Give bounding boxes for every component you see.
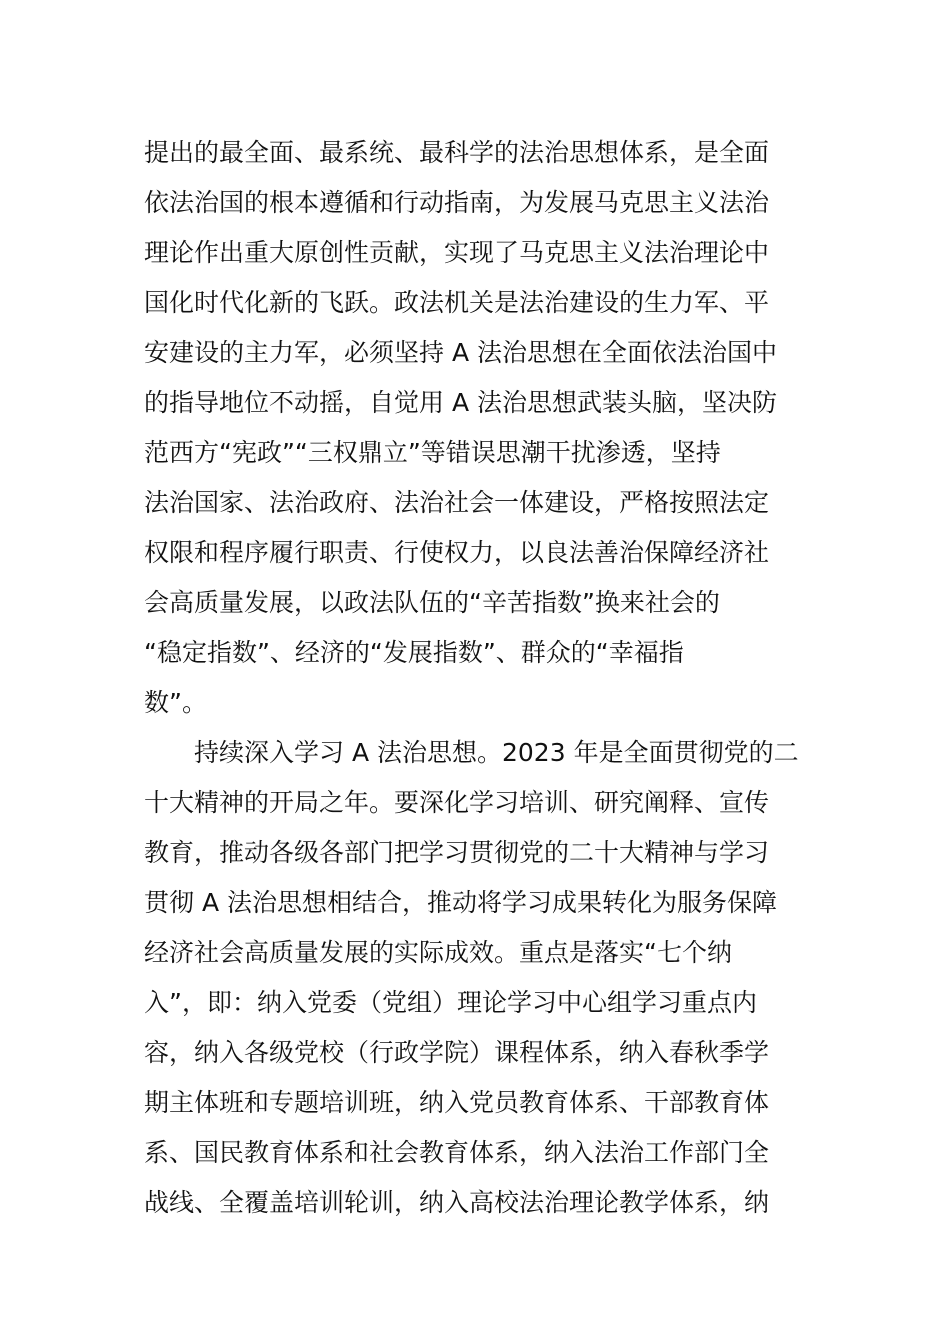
- text-line: 贯彻 A 法治思想相结合，推动将学习成果转化为服务保障: [144, 888, 777, 917]
- text-line: 期主体班和专题培训班，纳入党员教育体系、干部教育体: [144, 1088, 770, 1117]
- text-line: 范西方“宪政”“三权鼎立”等错误思潮干扰渗透，坚持: [144, 438, 721, 467]
- text-line: 提出的最全面、最系统、最科学的法治思想体系，是全面: [144, 138, 770, 167]
- text-line: “稳定指数”、经济的“发展指数”、群众的“幸福指: [144, 638, 684, 667]
- body-text: [144, 128, 824, 1228]
- text-line: 理论作出重大原创性贡献，实现了马克思主义法治理论中: [144, 238, 770, 267]
- text-line: 系、国民教育体系和社会教育体系，纳入法治工作部门全: [144, 1138, 770, 1167]
- text-line: 依法治国的根本遵循和行动指南，为发展马克思主义法治: [144, 188, 770, 217]
- text-line: 的指导地位不动摇，自觉用 A 法治思想武装头脑，坚决防: [144, 388, 777, 417]
- text-line: 国化时代化新的飞跃。政法机关是法治建设的生力军、平: [144, 288, 770, 317]
- text-line: 十大精神的开局之年。要深化学习培训、研究阐释、宣传: [144, 788, 770, 817]
- text-line: 经济社会高质量发展的实际成效。重点是落实“七个纳: [144, 938, 732, 967]
- text-line: 权限和程序履行职责、行使权力，以良法善治保障经济社: [144, 538, 770, 567]
- text-line: 战线、全覆盖培训轮训，纳入高校法治理论教学体系，纳: [144, 1188, 770, 1217]
- paragraph-start-line: 持续深入学习 A 法治思想。2023 年是全面贯彻党的二: [144, 738, 799, 767]
- text-line: 教育，推动各级各部门把学习贯彻党的二十大精神与学习: [144, 838, 770, 867]
- text-line: 容，纳入各级党校（行政学院）课程体系，纳入春秋季学: [144, 1038, 770, 1067]
- text-line: 法治国家、法治政府、法治社会一体建设，严格按照法定: [144, 488, 770, 517]
- text-line: 入”，即：纳入党委（党组）理论学习中心组学习重点内: [144, 988, 757, 1017]
- text-line: 安建设的主力军，必须坚持 A 法治思想在全面依法治国中: [144, 338, 777, 367]
- text-line: 会高质量发展，以政法队伍的“辛苦指数”换来社会的: [144, 588, 720, 617]
- text-line: 数”。: [144, 688, 207, 717]
